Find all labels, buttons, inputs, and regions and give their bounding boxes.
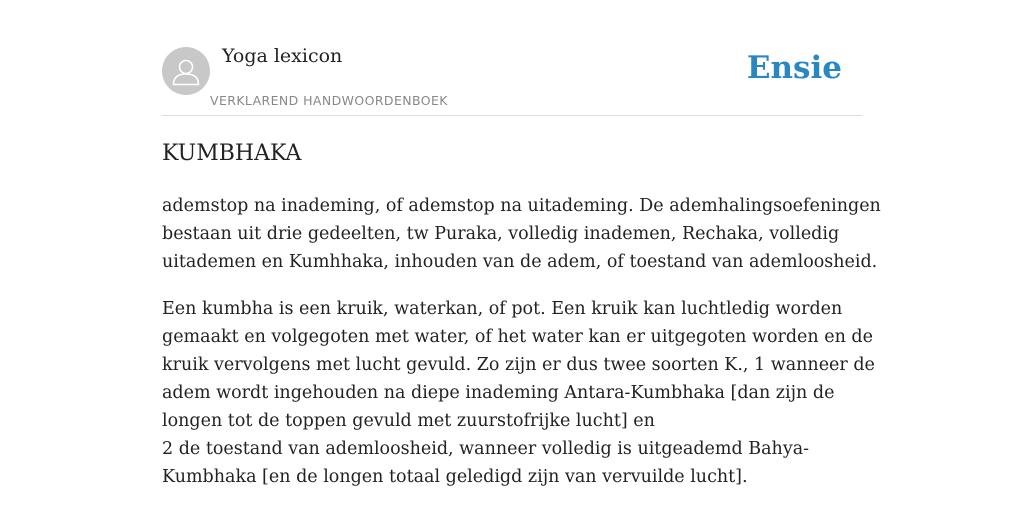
paragraph-line: longen tot de toppen gevuld met zuurstofrijke lucht] en [162, 411, 655, 431]
entry-title: KUMBHAKA [162, 141, 302, 166]
paragraph-line: 2 de toestand van ademloosheid, wanneer volledig is uitgeademd Bahya- [162, 439, 810, 459]
avatar[interactable] [162, 47, 210, 95]
user-icon [162, 47, 210, 95]
paragraph-line: Een kumbha is een kruik, waterkan, of pot. Een kruik kan luchtledig worden [162, 299, 843, 319]
paragraph-line: uitademen en Kumhhaka, inhouden van de adem, of toestand van ademloosheid. [162, 252, 878, 272]
entry-body [162, 192, 881, 510]
header [162, 0, 862, 116]
paragraph-line: bestaan uit drie gedeelten, tw Puraka, volledig inademen, Rechaka, volledig [162, 224, 840, 244]
paragraph-line: adem wordt ingehouden na diepe inademing Antara-Kumbhaka [dan zijn de [162, 383, 835, 403]
author-name[interactable]: Yoga lexicon [222, 45, 343, 67]
paragraph-line: kruik vervolgens met lucht gevuld. Zo zijn er dus twee soorten K., 1 wanneer de [162, 355, 875, 375]
paragraph-line: Kumbhaka [en de longen totaal geledigd zijn van vervuilde lucht]. [162, 467, 748, 487]
paragraph-line: gemaakt en volgegoten met water, of het water kan er uitgegoten worden en de [162, 327, 873, 347]
entry-paragraph [162, 192, 881, 276]
brand-logo[interactable]: Ensie [746, 50, 842, 86]
page-container [162, 0, 881, 487]
paragraph-line: ademstop na inademing, of ademstop na uitademing. De ademhalingsoefeningen [162, 196, 881, 216]
entry-paragraph [162, 295, 875, 491]
dictionary-subtitle: VERKLAREND HANDWOORDENBOEK [210, 93, 448, 108]
